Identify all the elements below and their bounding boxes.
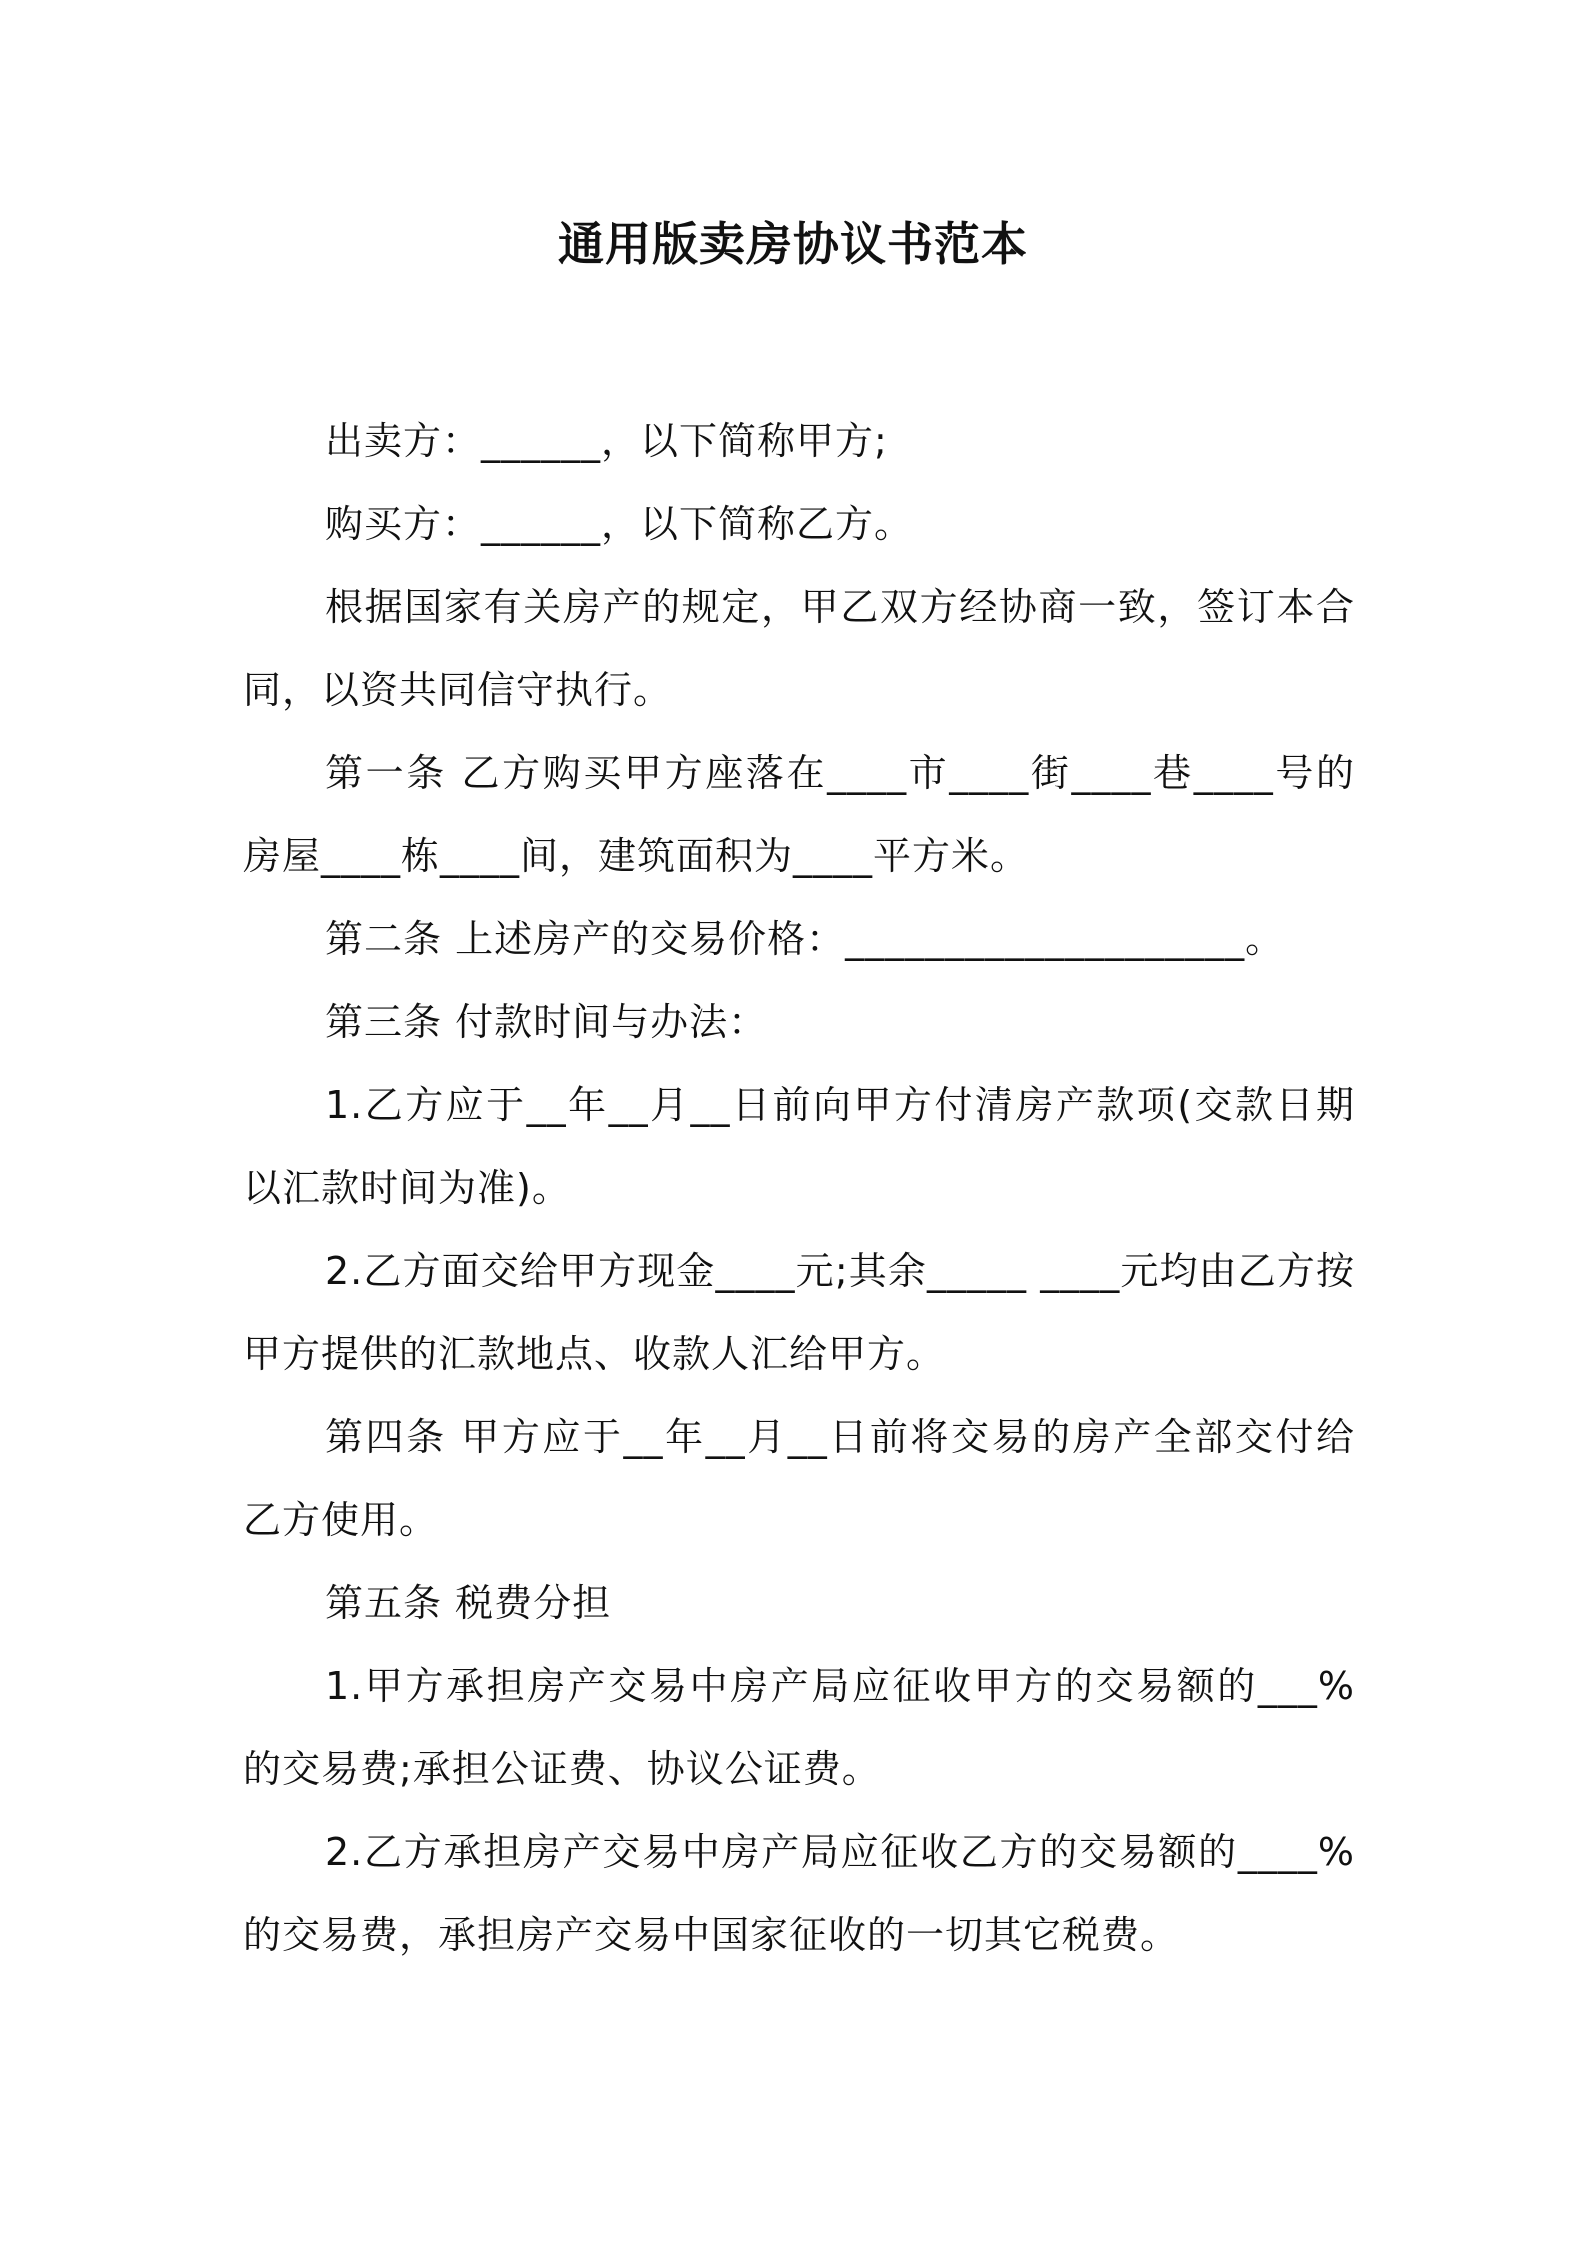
article-5-item-1: 1.甲方承担房产交易中房产局应征收甲方的交易额的___%的交易费;承担公证费、协议公证费。 <box>243 1664 1355 1791</box>
document-body <box>243 400 1355 1977</box>
article-1-paragraph: 第一条 乙方购买甲方座落在____市____街____巷____号的房屋____栋____间，建筑面积为____平方米。 <box>243 751 1355 878</box>
preamble-paragraph: 根据国家有关房产的规定，甲乙双方经协商一致，签订本合同，以资共同信守执行。 <box>243 585 1355 712</box>
article-5-item-2: 2.乙方承担房产交易中房产局应征收乙方的交易额的____%的交易费，承担房产交易中国家征收的一切其它税费。 <box>243 1830 1355 1957</box>
article-3-item-1: 1.乙方应于__年__月__日前向甲方付清房产款项(交款日期以汇款时间为准)。 <box>243 1083 1355 1210</box>
article-5-heading: 第五条 税费分担 <box>325 1581 612 1625</box>
article-2-paragraph: 第二条 上述房产的交易价格：____________________。 <box>325 917 1285 961</box>
article-4-paragraph: 第四条 甲方应于__年__月__日前将交易的房产全部交付给乙方使用。 <box>243 1415 1355 1542</box>
buyer-line: 购买方：______，以下简称乙方。 <box>325 502 914 546</box>
seller-line: 出卖方：______，以下简称甲方; <box>325 419 888 463</box>
document-title: 通用版卖房协议书范本 <box>558 217 1028 271</box>
article-3-heading: 第三条 付款时间与办法： <box>325 1000 768 1044</box>
article-3-item-2: 2.乙方面交给甲方现金____元;其余_____ ____元均由乙方按甲方提供的汇款地点、收款人汇给甲方。 <box>243 1249 1355 1376</box>
